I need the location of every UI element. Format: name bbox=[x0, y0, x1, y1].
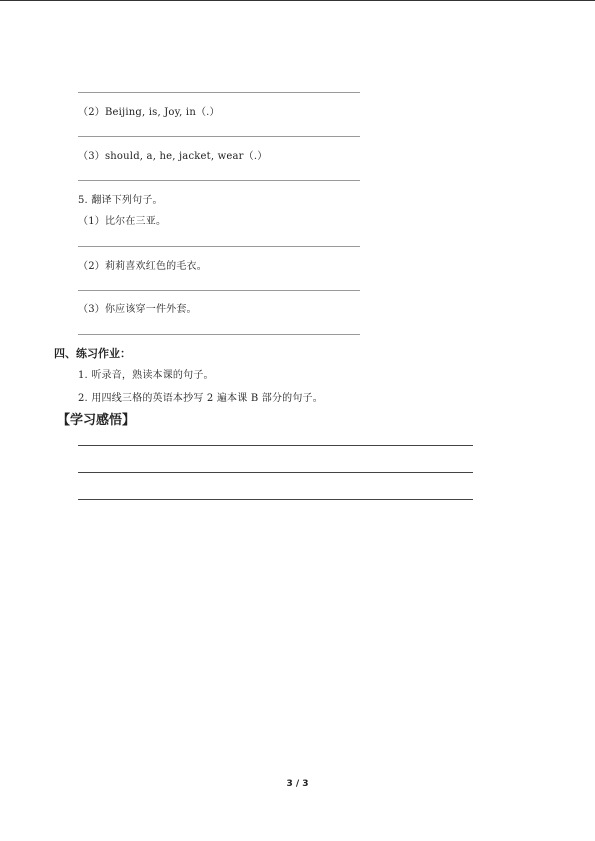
translate-question-2: （2）莉莉喜欢红色的毛衣。 bbox=[78, 261, 207, 272]
translate-question-3: （3）你应该穿一件外套。 bbox=[78, 304, 197, 315]
homework-heading: 四、练习作业： bbox=[54, 347, 131, 360]
reflection-line[interactable] bbox=[78, 445, 473, 446]
answer-line[interactable] bbox=[78, 246, 360, 247]
translate-question-1: （1）比尔在三亚。 bbox=[78, 216, 167, 227]
answer-line[interactable] bbox=[78, 136, 360, 137]
translate-title: 5. 翻译下列句子。 bbox=[78, 195, 163, 206]
homework-item-1: 1. 听录音，熟读本课的句子。 bbox=[78, 370, 214, 381]
reflection-line[interactable] bbox=[78, 472, 473, 473]
order-question-3: （3）should, a, he, jacket, wear（.） bbox=[78, 151, 268, 162]
answer-line[interactable] bbox=[78, 180, 360, 181]
reflection-line[interactable] bbox=[78, 499, 473, 500]
answer-line[interactable] bbox=[78, 290, 360, 291]
answer-line bbox=[78, 92, 360, 93]
order-question-2: （2）Beijing, is, Joy, in（.） bbox=[78, 107, 220, 118]
answer-line[interactable] bbox=[78, 334, 360, 335]
reflection-heading: 【学习感悟】 bbox=[57, 413, 136, 428]
page-number: 3 / 3 bbox=[286, 779, 309, 789]
homework-item-2: 2. 用四线三格的英语本抄写 2 遍本课 B 部分的句子。 bbox=[78, 393, 323, 404]
header-rule bbox=[0, 0, 595, 1]
